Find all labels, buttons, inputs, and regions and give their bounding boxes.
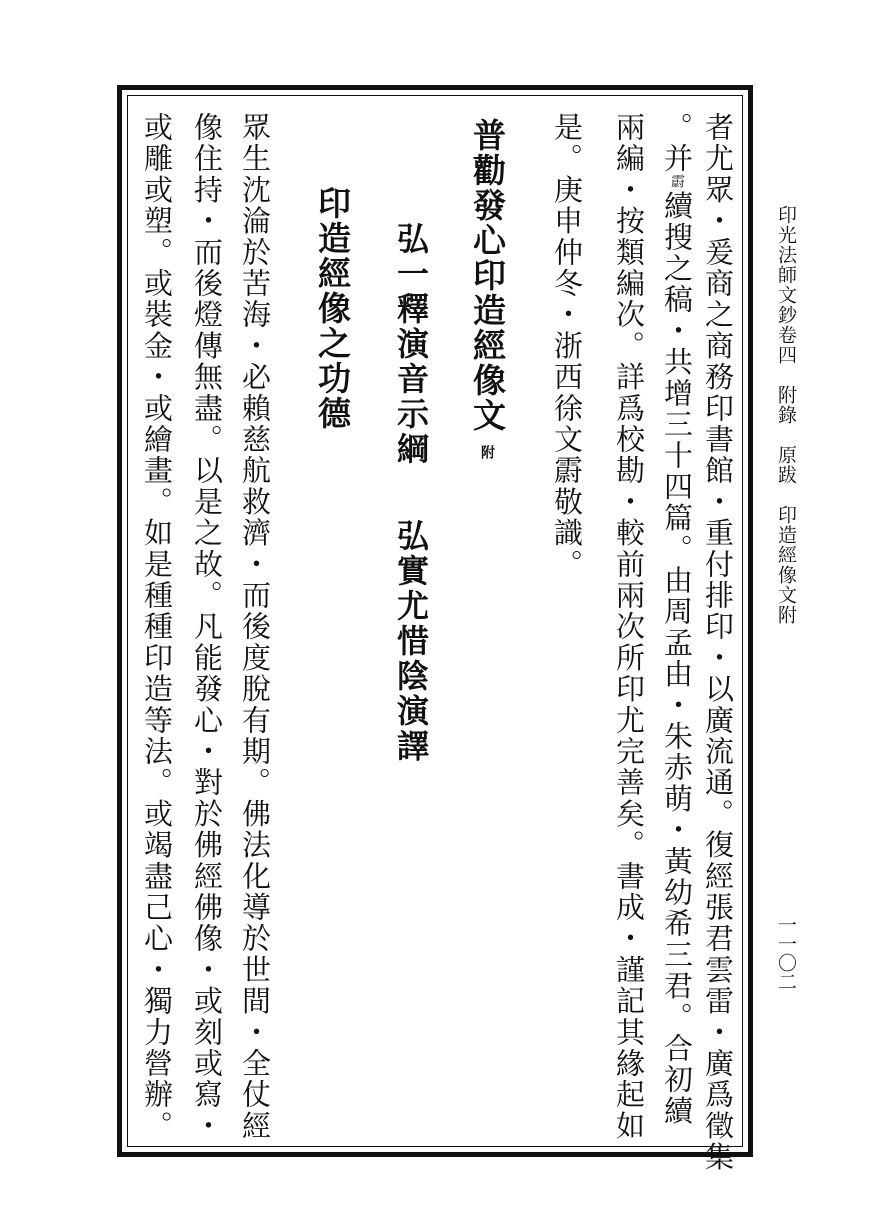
essay-title xyxy=(468,118,507,461)
byline-author-a: 弘一釋演音示綱 xyxy=(392,222,430,467)
byline-author-b: 弘實尤惜陰演譯 xyxy=(392,519,430,764)
body-column-2: 像住持・而後燈傳無盡。以是之故。凡能發心・對於佛經佛像・或刻或寫・ xyxy=(190,112,224,1142)
page-number: 一一〇二 xyxy=(775,915,797,991)
text-column-1: 者尤眾・爰商之商務印書館・重付排印・以廣流通。復經張君雲雷・廣爲徵集 xyxy=(701,112,735,1173)
text-column-2-start: 。并 xyxy=(660,112,694,175)
essay-title-text: 普勸發心印造經像文 xyxy=(468,118,507,433)
body-column-1: 眾生沈淪於苦海・必賴慈航救濟・而後度脫有期。佛法化導於世間・全仗經 xyxy=(238,112,272,1142)
section-heading: 印造經像之功德 xyxy=(313,186,352,431)
inline-note: 霨 xyxy=(669,174,685,191)
text-column-4: 是。庚申仲冬・浙西徐文霨敬識。 xyxy=(550,112,584,580)
essay-title-note: 附 xyxy=(479,445,495,461)
text-column-2 xyxy=(660,112,694,1127)
running-header: 印光法師文鈔卷四 附錄 原跋 印造經像文附 xyxy=(775,205,797,625)
text-column-2-rest: 續搜之稿・共增三十四篇。由周孟由・朱赤萌・黃幼希三君。合初續 xyxy=(660,190,694,1127)
byline xyxy=(392,222,430,764)
body-column-3: 或雕或塑。或裝金・或繪畫。如是種種印造等法。或竭盡己心・獨力營辦。 xyxy=(140,112,174,1142)
text-column-3: 兩編・按類編次。詳爲校勘・較前兩次所印尤完善矣。書成・謹記其緣起如 xyxy=(612,112,646,1142)
